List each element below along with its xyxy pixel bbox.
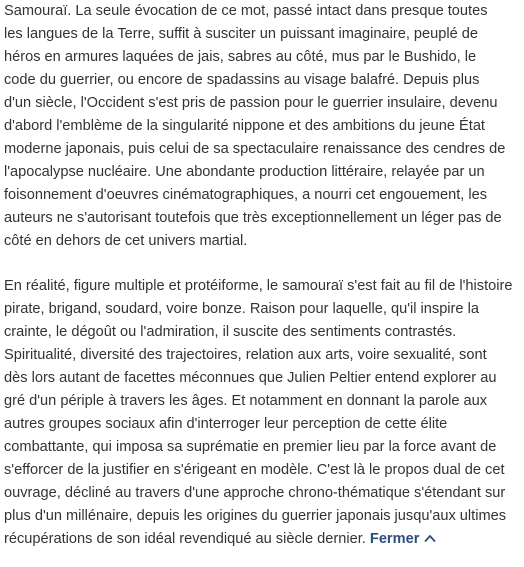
- description-paragraph-2: [4, 275, 516, 551]
- paragraph-line: crainte, le dégoût ou l'admiration, il suscite des sentiments contrastés.: [4, 324, 457, 340]
- paragraph-line: auteurs ne s'autorisant toutefois que très exceptionnellement un léger pas de: [4, 210, 502, 226]
- paragraph-line: l'apocalypse nucléaire. Une abondante production littéraire, relayée par un: [4, 164, 485, 180]
- paragraph-line: ouvrage, décliné au travers d'une approche chrono-thématique s'étendant sur: [4, 485, 506, 501]
- close-description-link[interactable]: [370, 531, 436, 547]
- description-paragraph-1: [4, 0, 516, 253]
- paragraph-line: héros en armures laquées de jais, sabres au côté, mus par le Bushido, le: [4, 49, 477, 65]
- paragraph-line: dès lors autant de facettes méconnues que Julien Peltier entend explorer au: [4, 370, 497, 386]
- close-link-label: Fermer: [369, 531, 420, 547]
- paragraph-line: moderne japonais, puis celui de sa spectaculaire renaissance des cendres de: [4, 141, 506, 157]
- paragraph-line: côté en dehors de cet univers martial.: [4, 233, 248, 249]
- paragraph-line: Spiritualité, diversité des trajectoires, relation aux arts, voire sexualité, sont: [4, 347, 487, 363]
- paragraph-line: les langues de la Terre, suffit à susciter un puissant imaginaire, peuplé de: [4, 26, 479, 42]
- paragraph-line: plus d'un millénaire, depuis les origines du guerrier japonais jusqu'aux ultimes: [4, 508, 507, 524]
- paragraph-line: En réalité, figure multiple et protéiforme, le samouraï s'est fait au fil de l'histoire: [4, 278, 513, 294]
- paragraph-line: d'un siècle, l'Occident s'est pris de passion pour le guerrier insulaire, devenu: [4, 95, 498, 111]
- book-description: [4, 0, 516, 551]
- paragraph-last-line: [4, 528, 516, 551]
- paragraph-line: foisonnement d'oeuvres cinématographiques, a nourri cet engouement, les: [4, 187, 488, 203]
- paragraph-line: d'abord l'emblème de la singularité nippone et des ambitions du jeune État: [4, 118, 485, 134]
- paragraph-line: s'efforcer de la justifier en s'érigeant en modèle. C'est là le propos dual de cet: [4, 462, 505, 478]
- paragraph-line-text: récupérations de son idéal revendiqué au siècle dernier.: [4, 531, 366, 547]
- chevron-up-icon: [424, 533, 436, 543]
- paragraph-line: pirate, brigand, soudard, voire bonze. Raison pour laquelle, qu'il inspire la: [4, 301, 479, 317]
- paragraph-line: autres groupes sociaux afin d'interroger leur perception de cette élite: [4, 416, 448, 432]
- paragraph-line: code du guerrier, ou encore de spadassins au visage balafré. Depuis plus: [4, 72, 480, 88]
- paragraph-line: Samouraï. La seule évocation de ce mot, passé intact dans presque toutes: [4, 3, 488, 19]
- paragraph-line: combattante, qui imposa sa suprématie en premier lieu par la force avant de: [4, 439, 497, 455]
- paragraph-line: gré d'un périple à travers les âges. Et notamment en donnant la parole aux: [4, 393, 488, 409]
